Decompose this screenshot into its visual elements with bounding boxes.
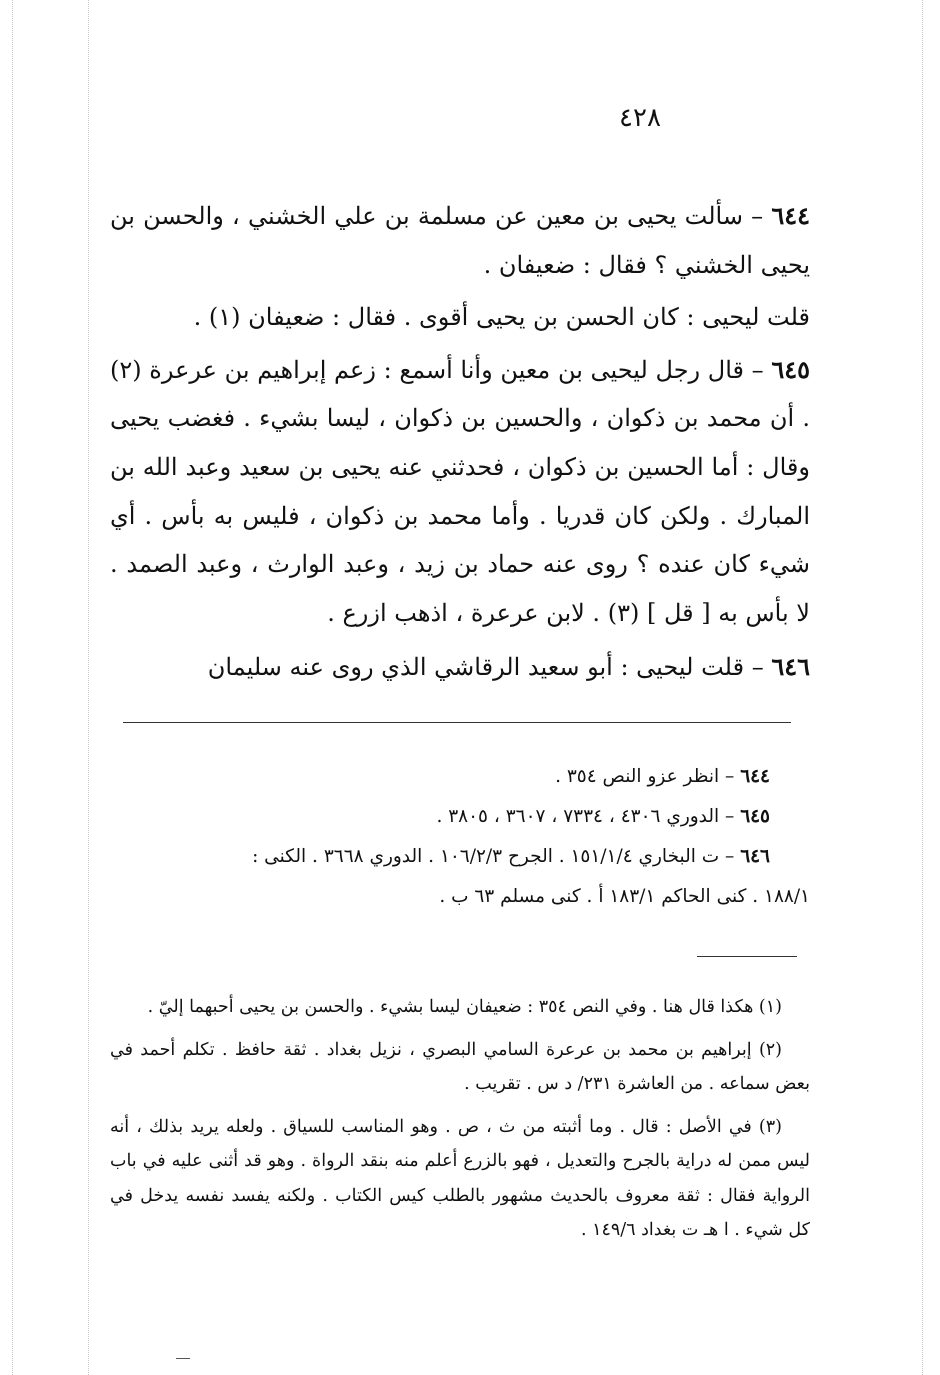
footnote-text: (١) هكذا قال هنا . وفي النص ٣٥٤ : ضعيفان ليسا بشيء . والحسن بن يحيى أحبهما إليّ . bbox=[147, 997, 782, 1017]
entry-number: ٦٤٤ bbox=[771, 201, 810, 230]
reference-645 bbox=[110, 797, 810, 837]
scan-edge-line bbox=[922, 0, 923, 1375]
footnote-3 bbox=[110, 1110, 810, 1248]
main-text bbox=[110, 192, 810, 692]
reference-text: – الدوري ٤٣٠٦ ، ٧٣٣٤ ، ٣٦٠٧ ، ٣٨٠٥ . bbox=[436, 806, 741, 827]
footnotes-divider bbox=[697, 956, 797, 957]
footnote-2 bbox=[110, 1033, 810, 1102]
scan-edge-line bbox=[12, 0, 13, 1375]
references-section bbox=[110, 757, 810, 917]
reference-number: ٦٤٤ bbox=[740, 766, 770, 787]
entry-text: – قال رجل ليحيى بن معين وأنا أسمع : زعم إبراهيم بن عرعرة (٢) . أن محمد بن ذكوان ، والحسين بن ذكوان ، ليسا بشيء . فغضب يحيى وقال : أما الحسين بن ذكوان ، فحدثني عنه يحيى بن سعيد وعبد الله بن المبارك . ولكن كان قدريا . وأما محمد بن ذكوان ، فليس به بأس . أي شيء كان عنده ؟ روى عنه حماد بن زيد ، وعبد الوارث ، وعبد الصمد . لا بأس به [ قل ] (٣) . لابن عرعرة ، اذهب ازرع . bbox=[110, 355, 810, 627]
reference-646-continuation bbox=[110, 877, 810, 917]
reference-text: – انظر عزو النص ٣٥٤ . bbox=[555, 766, 741, 787]
footnote-text: (٣) في الأصل : قال . وما أثبته من ث ، ص . وهو المناسب للسياق . ولعله يريد بذلك ، أنه ليس ممن له دراية بالجرح والتعديل ، فهو بالزرع أعلم منه بنقد الرواة . وهو قد أثنى عليه في باب الرواية فقال : ثقة معروف بالحديث مشهور بالطلب كيس الكتاب . ولكنه يفسد نفسه يدخل في كل شيء . ا هـ ت بغداد ١٤٩/٦ . bbox=[110, 1116, 810, 1240]
footnote-text: (٢) إبراهيم بن محمد بن عرعرة السامي البصري ، نزيل بغداد . ثقة حافظ . تكلم أحمد في بعض سماعه . من العاشرة ٢٣١/ د س . تقريب . bbox=[110, 1039, 810, 1094]
entry-number: ٦٤٥ bbox=[771, 354, 810, 384]
scan-artifact-mark bbox=[176, 1358, 190, 1359]
entry-645 bbox=[110, 346, 810, 638]
reference-text: – ت البخاري ١٥١/١/٤ . الجرح ١٠٦/٢/٣ . الدوري ٣٦٦٨ . الكنى : bbox=[252, 846, 741, 867]
footnotes-section bbox=[110, 990, 810, 1256]
entry-text: قلت ليحيى : كان الحسن بن يحيى أقوى . فقال : ضعيفان (١) . bbox=[193, 303, 810, 332]
page-number: ٤٢٨ bbox=[619, 103, 661, 133]
scan-edge-line bbox=[88, 0, 89, 1375]
references-divider bbox=[123, 722, 791, 723]
entry-number: ٦٤٦ bbox=[771, 652, 810, 682]
reference-646 bbox=[110, 837, 810, 877]
entry-644-follow bbox=[110, 293, 810, 342]
entry-646 bbox=[110, 643, 810, 692]
entry-644 bbox=[110, 192, 810, 289]
reference-text: ١٨٨/١ . كنى الحاكم ١٨٣/١ أ . كنى مسلم ٦٣ ب . bbox=[439, 886, 810, 907]
reference-644 bbox=[110, 757, 810, 797]
reference-number: ٦٤٥ bbox=[740, 806, 770, 827]
footnote-1 bbox=[110, 990, 810, 1025]
entry-text: – قلت ليحيى : أبو سعيد الرقاشي الذي روى عنه سليمان bbox=[207, 653, 772, 682]
reference-number: ٦٤٦ bbox=[740, 846, 770, 867]
entry-text: – سألت يحيى بن معين عن مسلمة بن علي الخشني ، والحسن بن يحيى الخشني ؟ فقال : ضعيفان . bbox=[110, 202, 810, 279]
